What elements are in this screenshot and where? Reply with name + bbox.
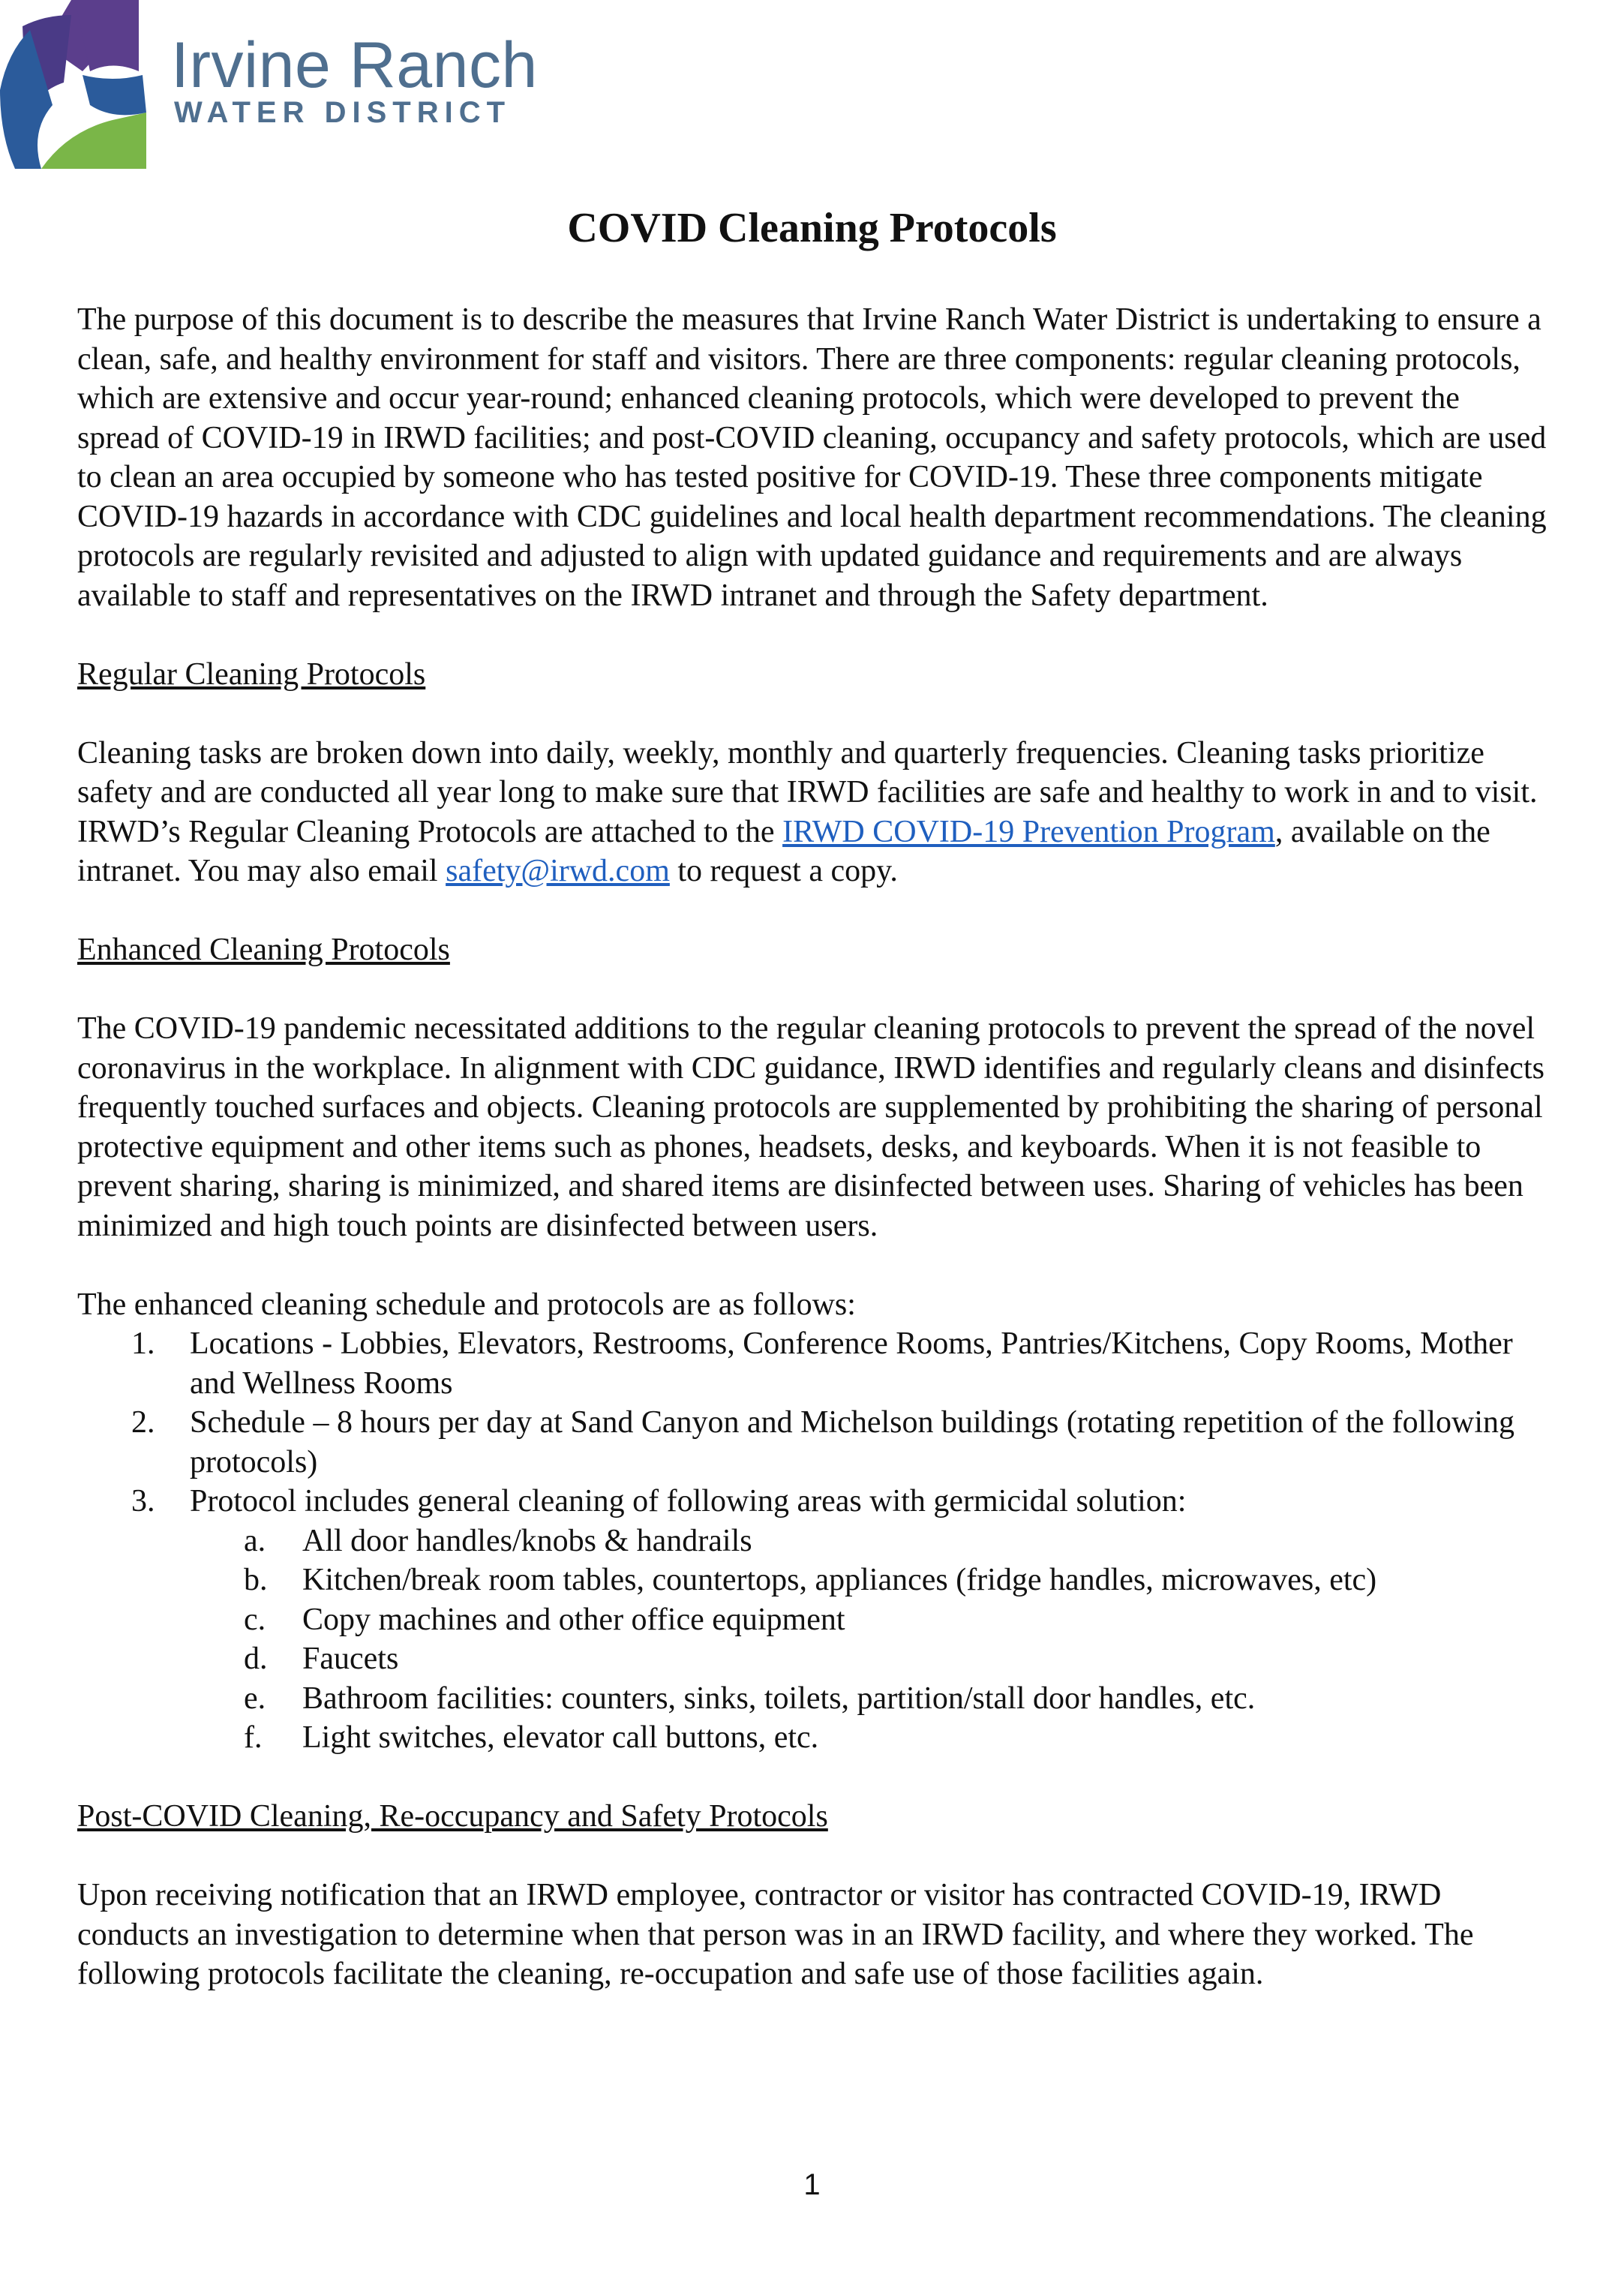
list-marker: 2. [131, 1405, 155, 1440]
schedule-intro: The enhanced cleaning schedule and protocols are as follows: [77, 1287, 856, 1322]
list-item-text: Protocol includes general cleaning of following areas with germicidal solution: [190, 1484, 1187, 1519]
enhanced-paragraph: The COVID-19 pandemic necessitated additions to the regular cleaning protocols to prevent the spread of the novel coronavirus in the workplace. In alignment with CDC guidance, IRWD identifies and regularly cleans and disinfects frequently touched surfaces and objects. Cleaning protocols are supplemented by prohibiting the sharing of personal protective equipment and other items such as phones, headsets, desks, and keyboards. When it is not feasible to prevent sharing, sharing is minimized, and shared items are disinfected between uses. Sharing of vehicles has been minimized and high touch points are disinfected between users. [77, 1011, 1544, 1243]
regular-heading: Regular Cleaning Protocols [77, 656, 426, 692]
document-title: COVID Cleaning Protocols [567, 205, 1057, 251]
sublist-item [77, 1600, 1547, 1640]
sublist-marker: d. [244, 1642, 268, 1676]
sublist-item [77, 1679, 1547, 1719]
sublist-item-text: All door handles/knobs & handrails [302, 1523, 752, 1558]
list-marker: 1. [131, 1326, 155, 1361]
regular-text-after: to request a copy. [669, 854, 898, 888]
regular-text-before-link: Cleaning tasks are broken down into daily, weekly, monthly and quarterly frequencies. Cleaning tasks prioritize safety and are conducted all year long to make sure that IRWD facilities are safe and healthy to work in and to visit. IRWD’s Regular Cleaning Protocols are attached to the [77, 735, 1538, 849]
sublist-marker: f. [244, 1720, 263, 1755]
list-marker: 3. [131, 1484, 155, 1519]
sublist-item [77, 1639, 1547, 1679]
list-item-text: Locations - Lobbies, Elevators, Restrooms, Conference Rooms, Pantries/Kitchens, Copy Rooms, Mother and Wellness Rooms [190, 1326, 1513, 1401]
irwd-logo [0, 0, 538, 173]
logo-subtitle: WATER DISTRICT [174, 96, 512, 129]
list-item-text: Schedule – 8 hours per day at Sand Canyon and Michelson buildings (rotating repetition of the following protocols) [190, 1405, 1515, 1479]
sublist-marker: c. [244, 1602, 266, 1637]
sublist-item-text: Bathroom facilities: counters, sinks, toilets, partition/stall door handles, etc. [302, 1681, 1256, 1716]
safety-email-link[interactable]: safety@irwd.com [446, 854, 670, 888]
irwd-logo-mark-icon [0, 0, 161, 173]
sublist-item-text: Light switches, elevator call buttons, etc. [302, 1720, 819, 1755]
prevention-program-link[interactable]: IRWD COVID-19 Prevention Program [782, 814, 1275, 849]
list-item [77, 1403, 1547, 1482]
post-heading: Post-COVID Cleaning, Re-occupancy and Safety Protocols [77, 1799, 828, 1834]
regular-text-middle: , available on the intranet. You may also email [77, 814, 1490, 888]
enhanced-list [77, 1324, 1547, 1758]
intro-paragraph: The purpose of this document is to describe the measures that Irvine Ranch Water District is undertaking to ensure a clean, safe, and healthy environment for staff and visitors. There are three components: regular cleaning protocols, which are extensive and occur year-round; enhanced cleaning protocols, which were developed to prevent the spread of COVID-19 in IRWD facilities; and post-COVID cleaning, occupancy and safety protocols, which are used to clean an area occupied by someone who has tested positive for COVID-19. These three components mitigate COVID-19 hazards in accordance with CDC guidelines and local health department recommendations. The cleaning protocols are regularly revisited and adjusted to align with updated guidance and requirements and are always available to staff and representatives on the IRWD intranet and through the Safety department. [77, 302, 1547, 613]
sublist-marker: b. [244, 1563, 268, 1597]
sublist-item-text: Faucets [302, 1642, 399, 1676]
sublist-item-text: Copy machines and other office equipment [302, 1602, 845, 1637]
document-body [77, 300, 1547, 2033]
regular-paragraph [77, 734, 1547, 891]
logo-name: Irvine Ranch [171, 29, 538, 101]
sublist-item [77, 1718, 1547, 1758]
enhanced-heading: Enhanced Cleaning Protocols [77, 933, 450, 967]
list-item [77, 1324, 1547, 1403]
post-paragraph: Upon receiving notification that an IRWD employee, contractor or visitor has contracted COVID-19, IRWD conducts an investigation to determine when that person was in an IRWD facility, and where they worked. The following protocols facilitate the cleaning, re-occupation and safe use of those facilities again. [77, 1878, 1474, 1991]
sublist-marker: e. [244, 1681, 266, 1716]
sublist-item-text: Kitchen/break room tables, countertops, appliances (fridge handles, microwaves, etc) [302, 1563, 1377, 1597]
protocol-sublist [190, 1522, 1547, 1758]
sublist-marker: a. [244, 1523, 266, 1558]
page-number: 1 [803, 2168, 821, 2201]
sublist-item [77, 1522, 1547, 1561]
list-item [77, 1482, 1547, 1758]
sublist-item [77, 1561, 1547, 1600]
